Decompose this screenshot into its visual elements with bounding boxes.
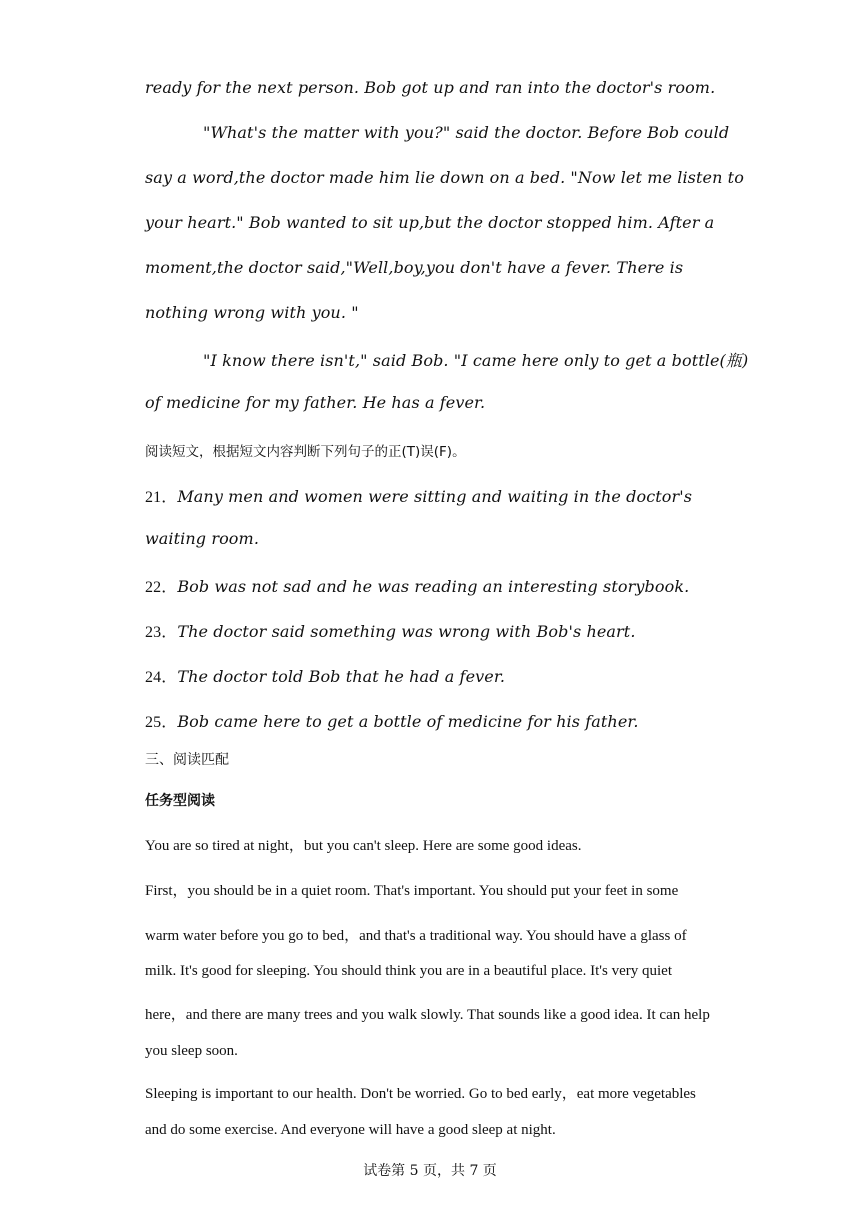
section-title: 三、阅读匹配 [145, 752, 229, 768]
story-line: "I know there isn't," said Bob. "I came here only to get a bottle(瓶) [203, 351, 749, 370]
question-text: The doctor said something was wrong with Bob's heart. [177, 622, 636, 641]
passage-line: you sleep soon. [145, 1043, 238, 1059]
story-line: of medicine for my father. He has a fever. [145, 393, 486, 412]
question-item [145, 619, 636, 642]
question-number: 24． [145, 669, 178, 686]
question-text: Many men and women were sitting and waiting in the doctor's [177, 487, 693, 506]
question-item [145, 574, 689, 597]
question-item [145, 664, 505, 687]
passage-line: warm water before you go to bed，and that's a traditional way. You should have a glass of [145, 928, 687, 944]
question-item [145, 709, 639, 732]
passage-line: Sleeping is important to our health. Don't be worried. Go to bed early，eat more vegetables [145, 1086, 696, 1102]
passage-line: You are so tired at night，but you can't sleep. Here are some good ideas. [145, 838, 582, 854]
question-number: 25． [145, 714, 178, 731]
story-line: your heart." Bob wanted to sit up,but the doctor stopped him. After a [145, 213, 715, 232]
passage-line: First，you should be in a quiet room. That's important. You should put your feet in some [145, 883, 679, 899]
subsection-title: 任务型阅读 [145, 793, 215, 809]
passage-line: milk. It's good for sleeping. You should think you are in a beautiful place. It's very quiet [145, 963, 672, 979]
question-item [145, 484, 692, 507]
question-text: Bob came here to get a bottle of medicine for his father. [177, 712, 639, 731]
story-line: ready for the next person. Bob got up and ran into the doctor's room. [145, 78, 716, 97]
question-text: waiting room. [145, 529, 260, 548]
question-number: 22． [145, 579, 178, 596]
question-number: 21． [145, 489, 178, 506]
story-line: "What's the matter with you?" said the doctor. Before Bob could [203, 123, 730, 142]
question-item [145, 529, 259, 548]
passage-line: here，and there are many trees and you walk slowly. That sounds like a good idea. It can help [145, 1007, 710, 1023]
story-line: moment,the doctor said,"Well,boy,you don't have a fever. There is [145, 258, 684, 277]
story-line: nothing wrong with you. " [145, 303, 359, 322]
instruction-text: 阅读短文，根据短文内容判断下列句子的正(T)误(F)。 [145, 444, 466, 460]
question-text: The doctor told Bob that he had a fever. [177, 667, 506, 686]
question-number: 23． [145, 624, 178, 641]
question-text: Bob was not sad and he was reading an interesting storybook. [177, 577, 690, 596]
story-line: say a word,the doctor made him lie down on a bed. "Now let me listen to [145, 168, 744, 187]
page-footer: 试卷第 5 页，共 7 页 [363, 1163, 497, 1179]
passage-line: and do some exercise. And everyone will have a good sleep at night. [145, 1122, 556, 1138]
